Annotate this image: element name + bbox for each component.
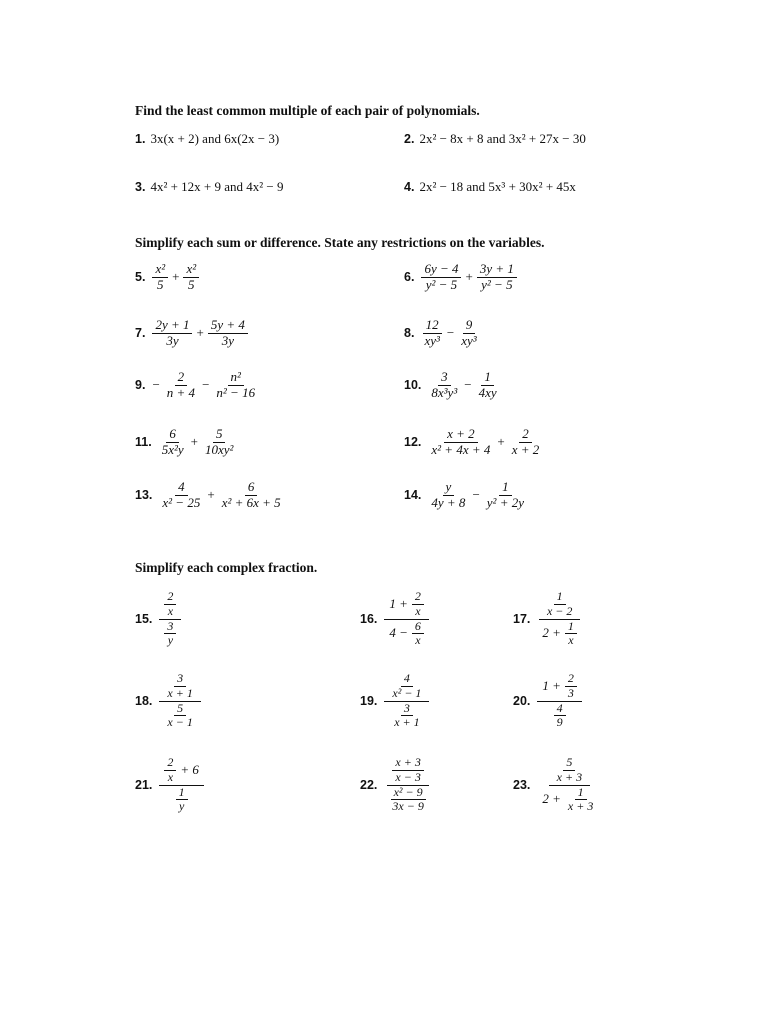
inner-fraction	[554, 702, 566, 731]
numerator: n²	[228, 370, 244, 386]
fraction-part	[387, 620, 426, 649]
denominator: x + 2	[511, 441, 540, 457]
numerator: 1	[554, 590, 566, 605]
denominator: y² + 2y	[486, 494, 524, 510]
numerator: 1	[575, 786, 587, 801]
denominator: x	[568, 633, 574, 648]
denominator: x	[415, 603, 421, 618]
fraction-part	[162, 590, 178, 619]
denominator	[549, 702, 571, 731]
numerator: 2y + 1	[152, 318, 192, 334]
denominator: x + 1	[394, 715, 420, 730]
problem-number: 15.	[135, 612, 153, 627]
denominator	[537, 786, 601, 815]
problem-13	[135, 480, 286, 511]
inner-fraction	[554, 756, 585, 785]
second-fraction	[213, 370, 258, 401]
problem-number: 5.	[135, 270, 146, 285]
denominator: 9	[556, 715, 563, 730]
section-2-heading: Simplify each sum or difference. State any restrictions on the variables.	[135, 235, 545, 250]
complex-fraction	[384, 590, 429, 648]
inner-fraction	[164, 756, 176, 785]
second-fraction	[183, 262, 199, 293]
denominator: x + 3	[556, 769, 583, 784]
denominator: x² − 25	[162, 494, 201, 510]
numerator: 2	[412, 590, 424, 605]
denominator: n² − 16	[216, 384, 256, 400]
inner-fraction	[389, 786, 426, 815]
problem-number: 23.	[513, 778, 531, 793]
operator: +	[207, 487, 215, 503]
denominator: 4xy	[478, 384, 497, 400]
numerator: 12	[423, 318, 442, 334]
first-fraction	[159, 480, 203, 511]
operator: −	[472, 487, 480, 503]
numerator: 1	[176, 786, 188, 801]
problem-number: 17.	[513, 612, 531, 627]
second-fraction	[458, 318, 479, 349]
numerator	[159, 756, 204, 786]
operator: 2 +	[542, 625, 561, 641]
problem-20	[513, 672, 584, 730]
problem-number: 2.	[404, 132, 415, 146]
operator: +	[497, 434, 505, 450]
inner-fraction	[389, 672, 424, 701]
operator: −	[464, 377, 472, 393]
numerator: 2	[164, 756, 176, 771]
denominator	[537, 620, 582, 649]
section-3-heading: Simplify each complex fraction.	[135, 560, 318, 575]
complex-fraction	[159, 672, 200, 730]
second-fraction	[208, 318, 248, 349]
problem-number: 19.	[360, 694, 378, 709]
problem-14	[404, 480, 529, 511]
denominator: y² − 5	[425, 276, 458, 292]
problem-19	[360, 672, 431, 730]
first-fraction	[421, 318, 442, 349]
denominator	[384, 786, 431, 815]
complex-fraction	[537, 590, 582, 648]
inner-fraction	[391, 702, 422, 731]
numerator: x² − 9	[391, 786, 426, 801]
first-fraction	[152, 262, 168, 293]
numerator	[384, 672, 429, 702]
numerator: 2	[164, 590, 176, 605]
numerator	[159, 590, 181, 620]
problem-number: 9.	[135, 378, 146, 393]
problem-17	[513, 590, 584, 648]
operator: +	[172, 269, 180, 285]
denominator: 10xy²	[204, 441, 234, 457]
operator: +	[465, 269, 473, 285]
inner-fraction	[392, 756, 423, 785]
denominator	[384, 620, 429, 649]
fraction-part	[162, 702, 197, 731]
operator: −	[446, 325, 455, 341]
denominator: 5x²y	[161, 441, 184, 457]
numerator: 5	[563, 756, 575, 771]
numerator: 1	[499, 480, 512, 496]
numerator: 6	[245, 480, 258, 496]
problem-23	[513, 756, 603, 814]
problem-number: 22.	[360, 778, 378, 793]
problem-9	[135, 370, 260, 401]
denominator: xy³	[461, 332, 477, 348]
problem-11	[135, 427, 238, 458]
numerator: x²	[183, 262, 199, 278]
fraction-part	[389, 702, 424, 731]
denominator	[171, 786, 193, 815]
denominator: x + 1	[167, 685, 193, 700]
numerator: 6y − 4	[421, 262, 461, 278]
inner-fraction	[164, 590, 176, 619]
operator: −	[202, 377, 210, 393]
second-fraction	[219, 480, 284, 511]
fraction-part	[540, 786, 598, 815]
numerator: 9	[463, 318, 476, 334]
complex-fraction	[537, 756, 601, 814]
inner-fraction	[176, 786, 188, 815]
problem-text: 2x² − 8x + 8 and 3x² + 27x − 30	[419, 131, 586, 146]
denominator: x − 1	[167, 715, 193, 730]
denominator: x² − 1	[392, 685, 422, 700]
denominator: 3y	[221, 332, 234, 348]
numerator: 2	[519, 427, 532, 443]
problem-text: 3x(x + 2) and 6x(2x − 3)	[150, 131, 280, 146]
numerator: 3	[401, 702, 413, 717]
numerator: x + 2	[444, 427, 478, 443]
fraction-part	[162, 620, 178, 649]
second-fraction	[202, 427, 236, 458]
numerator: y	[443, 480, 455, 496]
denominator: y	[178, 799, 185, 814]
complex-fraction	[159, 756, 204, 814]
problem-22	[360, 756, 434, 814]
complex-fraction	[537, 672, 582, 730]
denominator: 3	[567, 685, 574, 700]
denominator: 4y + 8	[431, 494, 466, 510]
denominator: y	[167, 633, 174, 648]
numerator: 3	[174, 672, 186, 687]
problem-7	[135, 318, 250, 349]
operator: + 6	[180, 761, 199, 777]
problem-number: 12.	[404, 435, 422, 450]
problem-number: 16.	[360, 612, 378, 627]
denominator: x² + 4x + 4	[431, 441, 491, 457]
problem-4	[404, 179, 576, 195]
numerator: 5	[213, 427, 226, 443]
first-fraction	[428, 427, 493, 458]
problem-12	[404, 427, 544, 458]
numerator: 3	[438, 370, 451, 386]
denominator: x − 2	[546, 603, 573, 618]
problem-number: 6.	[404, 270, 415, 285]
denominator: x² + 6x + 5	[221, 494, 281, 510]
numerator: 4	[401, 672, 413, 687]
fraction-part	[162, 672, 197, 701]
fraction-part	[174, 786, 190, 815]
problem-number: 10.	[404, 378, 422, 393]
fraction-part	[387, 786, 428, 815]
operator: 1 +	[542, 677, 561, 693]
numerator	[159, 672, 200, 702]
fraction-part	[542, 590, 577, 619]
problem-16	[360, 590, 431, 648]
numerator: 1	[565, 620, 577, 635]
denominator: 3y	[166, 332, 179, 348]
inner-fraction	[164, 620, 176, 649]
complex-fraction	[384, 672, 429, 730]
numerator: 5y + 4	[208, 318, 248, 334]
inner-fraction	[412, 620, 424, 649]
problem-number: 11.	[135, 435, 152, 450]
denominator: x − 3	[395, 769, 421, 784]
fraction-part	[162, 756, 201, 785]
numerator: 6	[166, 427, 179, 443]
problem-15	[135, 590, 183, 648]
first-fraction	[152, 318, 192, 349]
problem-number: 14.	[404, 488, 422, 503]
second-fraction	[477, 262, 517, 293]
inner-fraction	[565, 620, 577, 649]
numerator: x + 3	[392, 756, 423, 771]
section-1-heading: Find the least common multiple of each pair of polynomials.	[135, 103, 480, 118]
operator: 4 −	[389, 625, 408, 641]
problem-number: 1.	[135, 132, 146, 146]
problem-text: 2x² − 18 and 5x³ + 30x² + 45x	[419, 179, 576, 194]
fraction-part	[387, 590, 426, 619]
denominator: x	[167, 603, 174, 618]
problem-number: 4.	[404, 180, 415, 194]
fraction-part	[390, 756, 425, 785]
numerator: x²	[152, 262, 168, 278]
problem-number: 20.	[513, 694, 531, 709]
denominator: x	[415, 633, 421, 648]
problem-number: 8.	[404, 326, 415, 341]
inner-fraction	[164, 672, 195, 701]
numerator: 6	[412, 620, 424, 635]
inner-fraction	[565, 786, 596, 815]
operator: 1 +	[389, 595, 408, 611]
numerator: 4	[175, 480, 188, 496]
operator: +	[196, 325, 204, 341]
numerator	[387, 756, 428, 786]
numerator: 5	[174, 702, 186, 717]
numerator: 3	[164, 620, 176, 635]
problem-text: 4x² + 12x + 9 and 4x² − 9	[150, 179, 284, 194]
problem-number: 21.	[135, 778, 153, 793]
denominator: n + 4	[166, 384, 196, 400]
inner-fraction	[544, 590, 575, 619]
problem-6	[404, 262, 519, 293]
numerator	[537, 672, 582, 702]
denominator: 8x³y³	[431, 384, 458, 400]
operator: +	[190, 434, 198, 450]
denominator: x + 3	[567, 799, 594, 814]
first-fraction	[159, 427, 187, 458]
fraction-part	[552, 702, 568, 731]
problem-number: 18.	[135, 694, 153, 709]
fraction-part	[540, 620, 579, 649]
denominator	[159, 620, 181, 649]
second-fraction	[509, 427, 543, 458]
numerator: 2	[565, 672, 577, 687]
problem-21	[135, 756, 206, 814]
problem-number: 13.	[135, 488, 153, 503]
denominator: 3x − 9	[392, 799, 424, 814]
numerator: 3y + 1	[477, 262, 517, 278]
operator: −	[152, 377, 160, 393]
problem-18	[135, 672, 203, 730]
denominator: 5	[188, 276, 195, 292]
problem-number: 7.	[135, 326, 146, 341]
problem-10	[404, 370, 502, 401]
complex-fraction	[384, 756, 431, 814]
denominator: 5	[157, 276, 164, 292]
second-fraction	[484, 480, 527, 511]
numerator: 2	[175, 370, 188, 386]
operator: 2 +	[542, 791, 561, 807]
second-fraction	[476, 370, 500, 401]
problem-5	[135, 262, 201, 293]
numerator: 1	[481, 370, 494, 386]
denominator: x	[167, 769, 174, 784]
denominator: xy³	[424, 332, 440, 348]
denominator: y² − 5	[481, 276, 513, 292]
fraction-part	[540, 672, 579, 701]
numerator	[539, 590, 580, 620]
numerator	[384, 590, 429, 620]
first-fraction	[421, 262, 461, 293]
problem-1	[135, 131, 279, 147]
denominator	[386, 702, 427, 731]
fraction-part	[387, 672, 426, 701]
problem-3	[135, 179, 284, 195]
numerator: 4	[554, 702, 566, 717]
complex-fraction	[159, 590, 181, 648]
problem-2	[404, 131, 586, 147]
inner-fraction	[164, 702, 195, 731]
denominator	[159, 702, 200, 731]
inner-fraction	[412, 590, 424, 619]
first-fraction	[428, 370, 460, 401]
numerator	[549, 756, 590, 786]
problem-number: 3.	[135, 180, 146, 194]
inner-fraction	[565, 672, 577, 701]
first-fraction	[428, 480, 468, 511]
problem-8	[404, 318, 482, 349]
first-fraction	[164, 370, 198, 401]
